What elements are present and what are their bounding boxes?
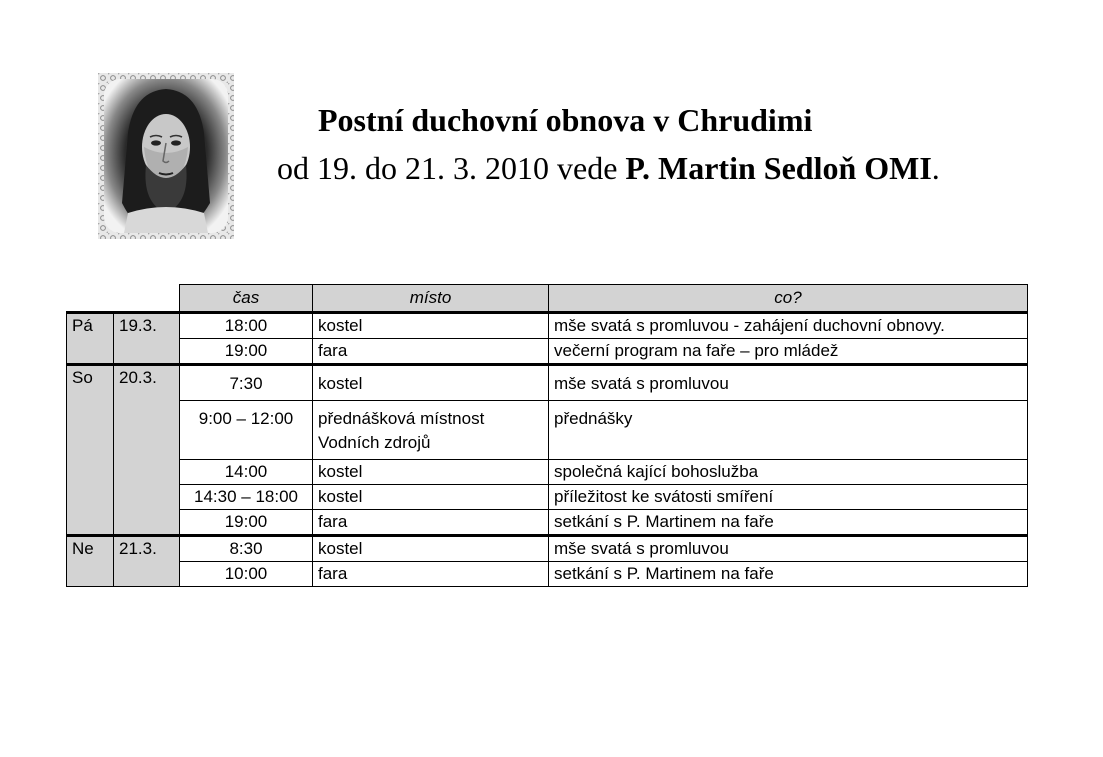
place-cell: kostel <box>313 365 549 401</box>
time-cell: 7:30 <box>180 365 313 401</box>
time-cell: 8:30 <box>180 536 313 562</box>
place-cell: přednášková místnost Vodních zdrojů <box>313 401 549 460</box>
table-row <box>67 485 1028 510</box>
column-header-place: místo <box>313 285 549 313</box>
date-cell: 19.3. <box>114 313 180 365</box>
what-cell: přednášky <box>549 401 1028 460</box>
place-cell: fara <box>313 510 549 536</box>
column-header-time: čas <box>180 285 313 313</box>
subtitle-prefix: od 19. do 21. 3. 2010 vede <box>277 150 626 186</box>
place-cell: kostel <box>313 313 549 339</box>
what-cell: mše svatá s promluvou <box>549 365 1028 401</box>
time-cell: 9:00 – 12:00 <box>180 401 313 460</box>
subtitle-suffix: . <box>931 150 940 186</box>
time-cell: 19:00 <box>180 510 313 536</box>
day-cell: Ne <box>67 536 114 587</box>
header-blank-cell <box>114 285 180 313</box>
date-cell: 21.3. <box>114 536 180 587</box>
table-row <box>67 401 1028 460</box>
what-cell: mše svatá s promluvou <box>549 536 1028 562</box>
jesus-portrait-image <box>98 73 234 239</box>
table-row <box>67 536 1028 562</box>
table-row <box>67 313 1028 339</box>
table-row <box>67 365 1028 401</box>
time-cell: 19:00 <box>180 339 313 365</box>
time-cell: 18:00 <box>180 313 313 339</box>
table-row <box>67 339 1028 365</box>
time-cell: 14:30 – 18:00 <box>180 485 313 510</box>
page-title: Postní duchovní obnova v Chrudimi <box>318 102 813 138</box>
what-cell: mše svatá s promluvou - zahájení duchovní obnovy. <box>549 313 1028 339</box>
place-cell: kostel <box>313 485 549 510</box>
time-cell: 14:00 <box>180 460 313 485</box>
what-cell: společná kající bohoslužba <box>549 460 1028 485</box>
page-subtitle <box>277 148 940 188</box>
day-cell: So <box>67 365 114 536</box>
place-cell: fara <box>313 562 549 587</box>
date-cell: 20.3. <box>114 365 180 536</box>
place-cell: fara <box>313 339 549 365</box>
day-cell: Pá <box>67 313 114 365</box>
place-cell: kostel <box>313 460 549 485</box>
schedule-table <box>66 284 1028 587</box>
table-row <box>67 562 1028 587</box>
subtitle-leader-name: P. Martin Sedloň OMI <box>625 150 932 186</box>
column-header-what: co? <box>549 285 1028 313</box>
what-cell: setkání s P. Martinem na faře <box>549 510 1028 536</box>
place-cell: kostel <box>313 536 549 562</box>
table-row <box>67 460 1028 485</box>
header-blank-cell <box>67 285 114 313</box>
table-header-row <box>67 285 1028 313</box>
what-cell: setkání s P. Martinem na faře <box>549 562 1028 587</box>
table-row <box>67 510 1028 536</box>
what-cell: večerní program na faře – pro mládež <box>549 339 1028 365</box>
time-cell: 10:00 <box>180 562 313 587</box>
what-cell: příležitost ke svátosti smíření <box>549 485 1028 510</box>
